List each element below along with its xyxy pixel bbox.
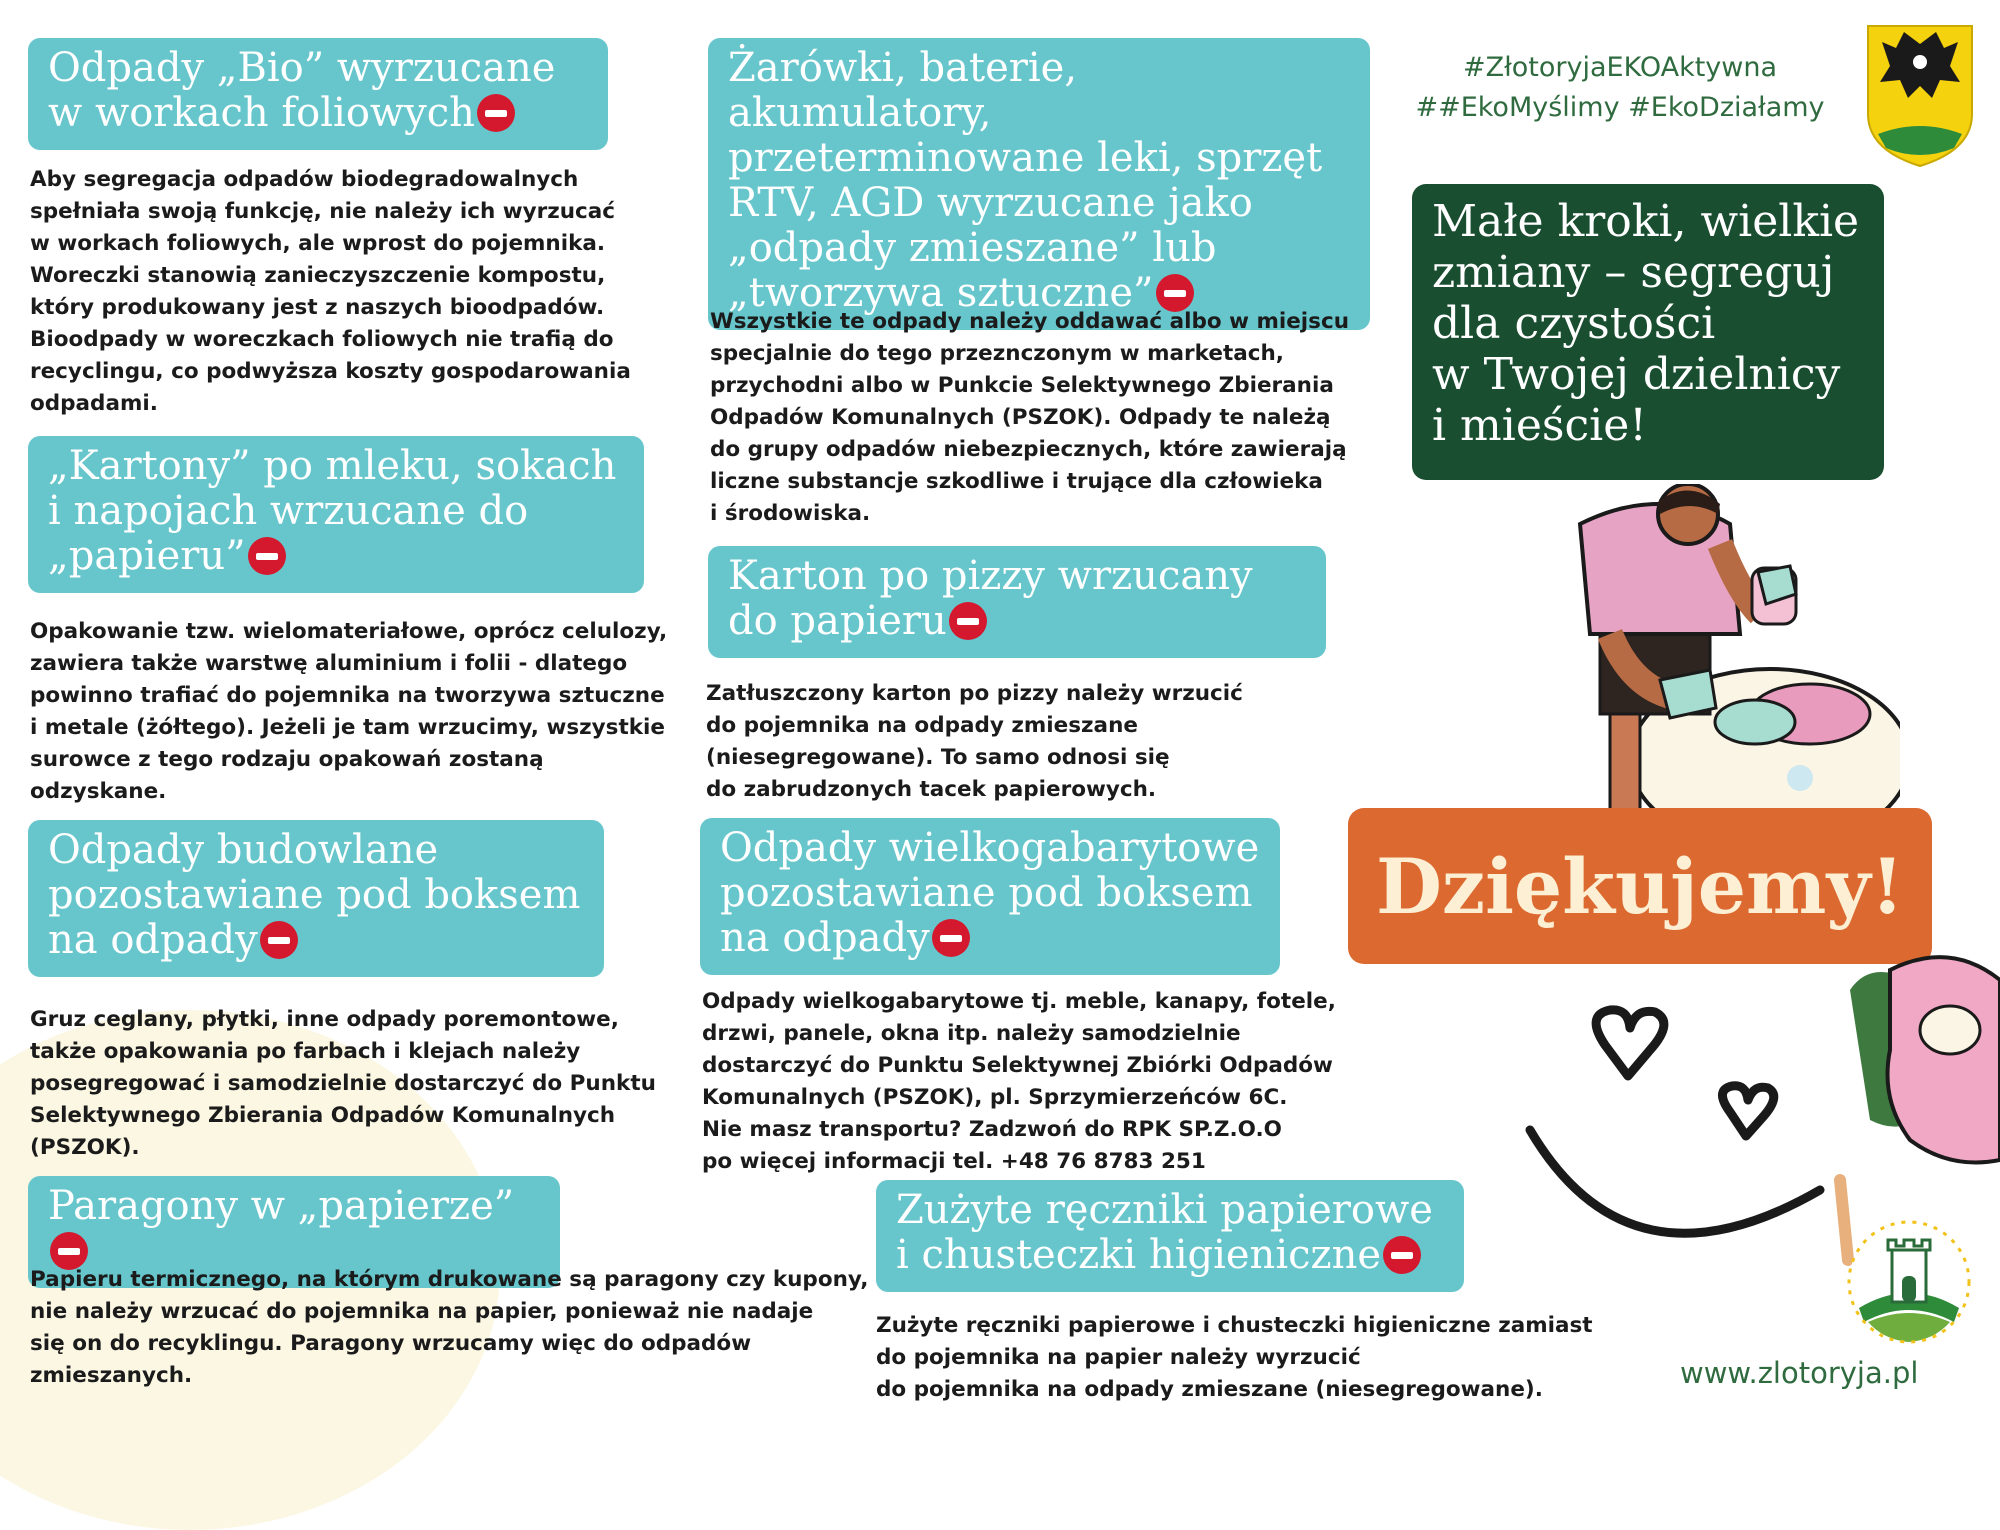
section-construction-body: Gruz ceglany, płytki, inne odpady poremontowe, także opakowania po farbach i klejach należy posegregować i samodzielnie dostarczyć do Punktu Selektywnego Zbierania Odpadów Komunalnych (PSZOK). [30, 1007, 656, 1160]
section-hazardous-heading [708, 38, 1370, 330]
section-cartons-heading [28, 436, 644, 593]
thank-you-banner: Dziękujemy! [1348, 808, 1932, 964]
section-cartons-title: „Kartony” po mleku, sokach i napojach wrzucane do „papieru” [48, 443, 617, 579]
section-bulky-heading [700, 818, 1280, 975]
section-bio-body: Aby segregacja odpadów biodegradowalnych spełniała swoją funkcję, nie należy ich wyrzucać w workach foliowych, ale wprost do pojemnika. Woreczki stanowią zanieczyszczenie kompostu, który produkowany jest z naszych bioodpadów. Bioodpady w woreczkach foliowych nie trafią do recyclingu, co podwyższa koszty gospodarowania odpadami. [30, 167, 631, 416]
section-bulky-body: Odpady wielkogabarytowe tj. meble, kanapy, fotele, drzwi, panele, okna itp. należy samodzielnie dostarczyć do Punktu Selektywnej Zbiórki Odpadów Komunalnych (PSZOK), pl. Sprzymierzeńców 6C. Nie masz transportu? Zadzwoń do RPK SP.Z.O.O po więcej informacji tel. +48 76 8783 251 [702, 989, 1336, 1174]
section-receipts-title: Paragony w „papierze” [48, 1183, 515, 1229]
prohibited-icon [932, 919, 970, 957]
slogan: Małe kroki, wielkie zmiany – segreguj dla czystości w Twojej dzielnicy i mieście! [1412, 184, 1884, 480]
website-link[interactable]: www.zlotoryja.pl [1680, 1356, 1919, 1390]
prohibited-icon [248, 537, 286, 575]
prohibited-icon [949, 602, 987, 640]
prohibited-icon [1383, 1236, 1421, 1274]
section-towels-title: Zużyte ręczniki papierowe i chusteczki higieniczne [896, 1187, 1433, 1278]
section-towels-body: Zużyte ręczniki papierowe i chusteczki higieniczne zamiast do pojemnika na papier należy wyrzucić do pojemnika na odpady zmieszane (niesegregowane). [876, 1313, 1593, 1402]
section-hazardous-body: Wszystkie te odpady należy oddawać albo w miejscu specjalnie do tego przeznczonym w marketach, przychodni albo w Punkcie Selektywnego Zbierania Odpadów Komunalnych (PSZOK). Odpady te należą do grupy odpadów niebezpiecznych, które zawierają liczne substancje szkodliwe i trujące dla człowieka i środowiska. [710, 309, 1350, 526]
section-construction-title: Odpady budowlane pozostawiane pod boksem na odpady [48, 827, 581, 963]
section-pizza-title: Karton po pizzy wrzucany do papieru [728, 553, 1253, 644]
section-bio-title: Odpady „Bio” wyrzucane w workach foliowych [48, 45, 556, 136]
section-pizza-body: Zatłuszczony karton po pizzy należy wrzucić do pojemnika na odpady zmieszane (niesegregowane). To samo odnosi się do zabrudzonych tacek papierowych. [706, 681, 1243, 802]
person-illustration [1520, 484, 1900, 818]
section-bio-heading [28, 38, 608, 150]
section-hazardous-title: Żarówki, baterie, akumulatory, przeterminowane leki, sprzęt RTV, AGD wyrzucane jako „odpady zmieszane” lub „tworzywa sztuczne” [728, 45, 1323, 316]
section-receipts-body: Papieru termicznego, na którym drukowane są paragony czy kupony, nie należy wrzucać do pojemnika na papier, ponieważ nie nadaje się on do recyklingu. Paragony wrzucamy więc do odpadów zmieszanych. [30, 1267, 869, 1388]
prohibited-icon [477, 94, 515, 132]
section-pizza-heading [708, 546, 1326, 658]
coat-of-arms-icon [1864, 22, 1976, 168]
section-towels-heading [876, 1180, 1464, 1292]
hashtags: #ZłotoryjaEKOAktywna ##EkoMyślimy #EkoDziałamy [1415, 52, 1825, 123]
section-construction-heading [28, 820, 604, 977]
prohibited-icon [260, 921, 298, 959]
ekoaktywna-logo [1844, 1218, 1974, 1346]
section-bulky-title: Odpady wielkogabarytowe pozostawiane pod boksem na odpady [720, 825, 1260, 961]
section-cartons-body: Opakowanie tzw. wielomateriałowe, oprócz celulozy, zawiera także warstwę aluminium i folii - dlatego powinno trafiać do pojemnika na tworzywa sztuczne i metale (żółtego). Jeżeli je tam wrzucimy, wszystkie surowce z tego rodzaju opakowań zostaną odzyskane. [30, 619, 668, 804]
